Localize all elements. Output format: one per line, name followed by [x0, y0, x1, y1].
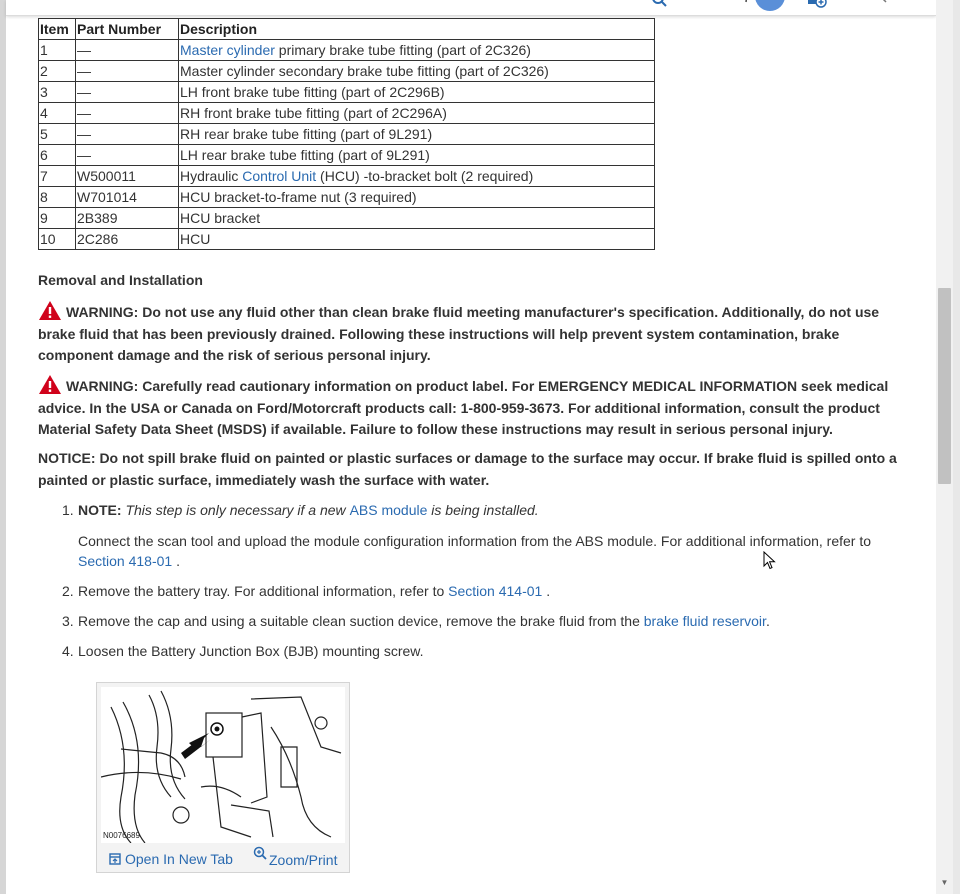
figure-actions — [97, 846, 349, 872]
part-number-cell: — — [76, 61, 179, 82]
zoom-icon — [253, 846, 267, 860]
description-cell: LH front brake tube fitting (part of 2C296B) — [179, 82, 655, 103]
warning-icon — [38, 300, 62, 321]
open-new-tab-icon — [109, 853, 121, 865]
section-heading: Removal and Installation — [38, 272, 203, 288]
step-text: Remove the battery tray. For additional information, refer to — [78, 583, 449, 599]
step-text: . — [542, 583, 551, 599]
separator-icon — [744, 0, 750, 10]
item-cell: 6 — [39, 145, 76, 166]
control-unit-link[interactable]: Control Unit — [242, 168, 317, 184]
open-in-new-tab-button[interactable] — [109, 851, 233, 867]
step-text: . — [172, 553, 180, 569]
step-4 — [62, 641, 918, 661]
step-number: 3. — [62, 613, 74, 629]
part-number-cell: W500011 — [76, 166, 179, 187]
content-area — [38, 18, 918, 868]
table-row — [39, 124, 655, 145]
notice-text: NOTICE: Do not spill brake fluid on painted or plastic surfaces or damage to the surface may occur. If brake fluid is spilled onto a painted or plastic surface, immediately wash the surface with water. — [38, 450, 897, 488]
description-cell — [179, 40, 655, 61]
part-number-cell: — — [76, 40, 179, 61]
master-cylinder-link[interactable]: Master cylinder — [180, 42, 275, 58]
zoom-print-button[interactable] — [253, 846, 338, 868]
warning-emergency — [38, 374, 918, 441]
description-cell: HCU — [179, 229, 655, 250]
column-header-part-number: Part Number — [76, 19, 179, 40]
step-number: 4. — [62, 643, 74, 659]
scroll-down-arrow-icon[interactable]: ▼ — [940, 878, 949, 887]
table-row — [39, 82, 655, 103]
scrollbar-thumb[interactable] — [938, 288, 951, 484]
description-text: Hydraulic — [180, 168, 243, 184]
item-cell: 3 — [39, 82, 76, 103]
brake-fluid-reservoir-link[interactable]: brake fluid reservoir — [643, 613, 766, 629]
item-cell: 2 — [39, 61, 76, 82]
part-number-cell: — — [76, 145, 179, 166]
settings-icon[interactable] — [878, 0, 890, 8]
part-number-cell: — — [76, 124, 179, 145]
table-row — [39, 166, 655, 187]
search-icon[interactable] — [652, 0, 668, 10]
diagram-image[interactable] — [101, 687, 345, 843]
warning-fluid — [38, 300, 918, 367]
part-number-cell: — — [76, 103, 179, 124]
description-cell: HCU bracket-to-frame nut (3 required) — [179, 187, 655, 208]
item-cell: 9 — [39, 208, 76, 229]
description-text: primary brake tube fitting (part of 2C326) — [274, 42, 531, 58]
description-cell — [179, 166, 655, 187]
description-cell: LH rear brake tube fitting (part of 9L291) — [179, 145, 655, 166]
item-cell: 4 — [39, 103, 76, 124]
step-text: Connect the scan tool and upload the module configuration information from the ABS module. For additional information, refer to — [78, 533, 872, 549]
item-cell: 10 — [39, 229, 76, 250]
table-row — [39, 208, 655, 229]
table-row — [39, 187, 655, 208]
window-right-edge — [953, 0, 960, 894]
part-number-cell: 2C286 — [76, 229, 179, 250]
figure-id-label: N0076689 — [103, 831, 140, 840]
parts-table — [38, 18, 655, 250]
step-3 — [62, 611, 918, 631]
bjb-diagram-illustration — [101, 687, 345, 843]
step-text: Remove the cap and using a suitable clean suction device, remove the brake fluid from the — [78, 613, 644, 629]
mouse-cursor-icon — [763, 551, 777, 571]
table-header-row — [39, 19, 655, 40]
item-cell: 7 — [39, 166, 76, 187]
warning-text: WARNING: Do not use any fluid other than clean brake fluid meeting manufacturer's specification. Additionally, do not use brake fluid that has been previously drained. Following these instructions will help prevent system contamination, brake component damage and the risk of serious personal injury. — [38, 304, 880, 363]
figure-container — [96, 682, 350, 873]
section-414-01-link[interactable]: Section 414-01 — [448, 583, 543, 599]
item-cell: 1 — [39, 40, 76, 61]
warning-text: WARNING: Carefully read cautionary information on product label. For EMERGENCY MEDICAL INFORMATION seek medical advice. In the USA or Canada on Ford/Motorcraft products call: 1-800-959-3673. For additional information, consult the product Material Safety Data Sheet (MSDS) if available. Failure to follow these instructions may result in serious personal injury. — [38, 378, 889, 437]
step-1-body — [78, 531, 918, 571]
abs-module-link[interactable]: ABS module — [349, 502, 428, 518]
step-1-note — [62, 500, 918, 520]
description-cell: Master cylinder secondary brake tube fitting (part of 2C326) — [179, 61, 655, 82]
zoom-print-label: Zoom/Print — [269, 852, 338, 868]
table-row — [39, 229, 655, 250]
step-2 — [62, 581, 918, 601]
open-in-new-tab-label: Open In New Tab — [125, 851, 233, 867]
avatar-icon[interactable] — [752, 0, 788, 14]
table-row — [39, 103, 655, 124]
step-text: . — [765, 613, 770, 629]
warning-icon — [38, 374, 62, 395]
table-row — [39, 61, 655, 82]
add-document-icon[interactable] — [806, 0, 830, 10]
part-number-cell: — — [76, 82, 179, 103]
top-toolbar — [6, 0, 936, 16]
item-cell: 8 — [39, 187, 76, 208]
column-header-item: Item — [39, 19, 76, 40]
step-text: Loosen the Battery Junction Box (BJB) mounting screw. — [78, 643, 424, 659]
part-number-cell: 2B389 — [76, 208, 179, 229]
step-number: 1. — [62, 502, 74, 518]
part-number-cell: W701014 — [76, 187, 179, 208]
description-cell: RH front brake tube fitting (part of 2C296A) — [179, 103, 655, 124]
note-text: is being installed. — [427, 502, 539, 518]
table-row — [39, 40, 655, 61]
step-number: 2. — [62, 583, 74, 599]
description-text: (HCU) -to-bracket bolt (2 required) — [316, 168, 534, 184]
section-418-01-link[interactable]: Section 418-01 — [78, 553, 173, 569]
description-cell: RH rear brake tube fitting (part of 9L291) — [179, 124, 655, 145]
column-header-description: Description — [179, 19, 655, 40]
table-row — [39, 145, 655, 166]
note-text: This step is only necessary if a new — [121, 502, 350, 518]
note-label: NOTE: — [78, 502, 122, 518]
item-cell: 5 — [39, 124, 76, 145]
description-cell: HCU bracket — [179, 208, 655, 229]
window-left-edge — [0, 0, 6, 894]
